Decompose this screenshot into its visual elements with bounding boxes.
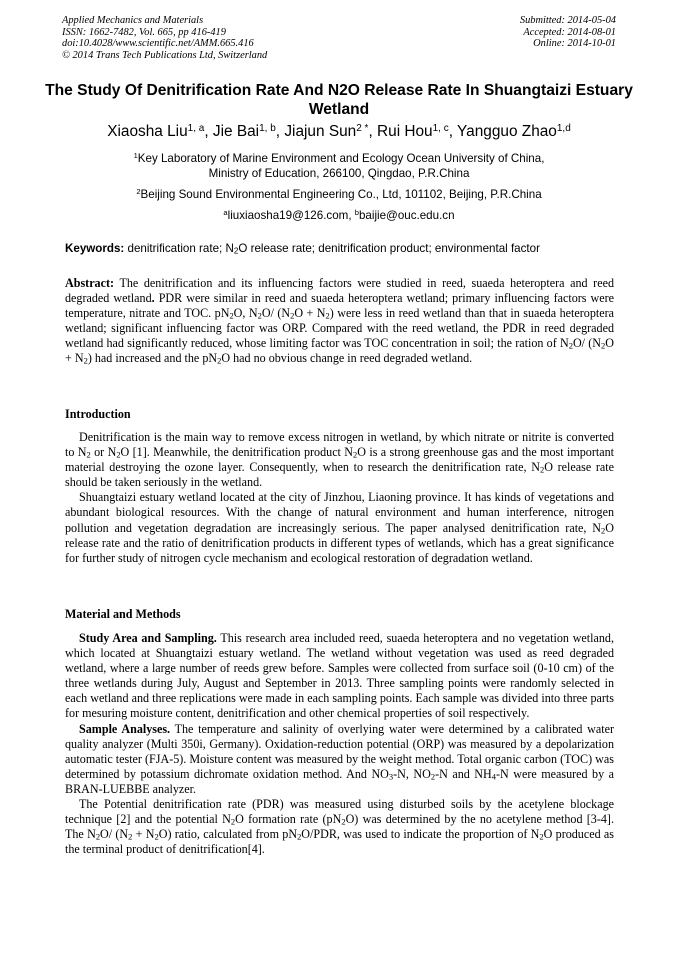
sample-analyses-label: Sample Analyses. [79, 721, 171, 736]
email-mark: a [223, 208, 228, 218]
email-mark: b [354, 208, 359, 218]
study-area-label: Study Area and Sampling. [79, 631, 217, 645]
author-name: Xiaosha Liu [107, 123, 188, 140]
author-name: Jiajun Sun [284, 123, 357, 140]
affiliation-1 [30, 151, 648, 181]
journal-header [62, 15, 267, 61]
abstract-label: Abstract: [65, 276, 115, 290]
author-affiliation-mark: 2 * [356, 123, 369, 134]
methods-section [65, 631, 614, 857]
submitted-date: Submitted: 2014-05-04 [519, 15, 616, 26]
author-name: Rui Hou [377, 123, 433, 140]
intro-paragraph-2: Shuangtaizi estuary wetland located at the city of Jinzhou, Liaoning province. It has kinds of vegetations and abundant biological resources. With the change of natural environment and human interference, nitrogen pollution and vegetation degradation are increasingly serious. The paper analysed denitrification rate, $N_2O$ release rate and the ratio of denitrification products in different types of wetlands, which has a great significance for further study of nitrogen cycle mechanism and ecological restoration of degradation wetland. [65, 490, 614, 565]
affiliation-line: Key Laboratory of Marine Environment and Ecology Ocean University of China, [137, 152, 545, 165]
author-affiliation-mark: 1, a [187, 123, 205, 134]
methods-heading: Material and Methods [65, 607, 181, 621]
author-affiliation-mark: 1,d [556, 123, 571, 134]
author-affiliation-mark: 1, b [259, 123, 276, 134]
paper-title: The Study Of Denitrification Rate And N2O Release Rate In Shuangtaizi Estuary Wetland [45, 82, 633, 118]
affiliation-line: Ministry of Education, 266100, Qingdao, P.R.China [208, 167, 470, 180]
author-name: Yangguo Zhao [457, 123, 557, 140]
abstract-paragraph: Abstract: The denitrification and its influencing factors were studied in reed, suaeda heteroptera and reed degraded wetland. PDR were similar in reed and suaeda heteroptera wetland; primary influencing factors were temperature, nitrate and TOC. $pN_2O$, $N_2O/$ $(N_2O + N_2)$ were less in reed wetland than that in suaeda heteroptera wetland; significant influencing factor was ORP. Compared with the reed wetland, the PDR in reed degraded wetland had significantly reduced, whose limiting factor was TOC concentration in soil; the ration of $N_2O/$ $(N_2O + N_2)$ had increased and the $pN_2O$ had no obvious change in reed degraded wetland. [65, 276, 615, 367]
introduction-heading: Introduction [65, 407, 131, 421]
abstract [65, 276, 614, 367]
author-affiliation-mark: 1, c [432, 123, 449, 134]
journal-copyright: © 2014 Trans Tech Publications Ltd, Switzerland [62, 49, 268, 61]
keywords: Keywords: denitrification rate; $N_2O$ release rate; denitrification product; environmental factor [65, 242, 540, 256]
methods-paragraph-2: Sample Analyses. The temperature and salinity of overlying water were determined by a calibrated water quality analyzer (Multi 350i, Germany). Oxidation-reduction potential (ORP) was measured by a depolarization automatic tester (FJA-5). Moisture content was measured by the weight method. Total organic carbon (TOC) was determined by potassium dichromate oxidation method. And $NO_3-N$, $NO_2-N$ and $NH_4-N$ were measured by a BRAN-LUEBBE analyzer. [65, 721, 615, 796]
author-list: Xiaosha Liu$^{1, a}$, Jie Bai$^{1, b}$, Jiajun Sun$^{2 *}$, Rui Hou$^{1, c}$, Yangguo Zhao$^{1,d}$ [107, 123, 571, 140]
author-name: Jie Bai [212, 123, 260, 140]
dates-header [520, 15, 616, 50]
affiliation-mark: 2 [136, 187, 141, 197]
keywords-label: Keywords: [65, 242, 125, 255]
intro-paragraph-1: Denitrification is the main way to remove excess nitrogen in wetland, by which nitrate or nitrite is converted to $N_2$ or $N_2O$ [1]. Meanwhile, the denitrification product $N_2O$ is a strong greenhouse gas and the most important material destroying the ozone layer. Consequently, when to research the denitrification rate, $N_2O$ release rate should be taken seriously in the wetland. [65, 430, 615, 490]
accepted-date: Accepted: 2014-08-01 [523, 26, 616, 38]
author-emails: $^a$liuxiaosha19@126.com, $^b$baijie@ouc.edu.cn [223, 208, 455, 222]
methods-paragraph-1: Study Area and Sampling. This research area included reed, suaeda heteroptera and no vegetation wetland, which located at Shuangtaizi estuary wetland. The wetland without vegetation was used as reed degraded wetland, where a large number of reeds grew before. Samples were collected from surface soil (0-10 cm) of the three wetlands during July, August and September in 2013. Three sampling points were randomly selected in each wetland and three replications were made in each sampling points. Each sample was divided into three parts for mesuring moisture content, denitrification and other chemical properties of soil respectively. [65, 631, 614, 721]
affiliation-line: Beijing Sound Environmental Engineering Co., Ltd, 101102, Beijing, P.R.China [140, 188, 542, 201]
journal-name: Applied Mechanics and Materials [62, 15, 204, 26]
introduction-section [65, 430, 614, 566]
online-date: Online: 2014-10-01 [533, 38, 616, 50]
affiliation-2 [30, 187, 648, 202]
affiliation-mark: 1 [133, 151, 138, 161]
methods-paragraph-3: The Potential denitrification rate (PDR) was measured using disturbed soils by the acetylene blockage technique [2] and the potential $N_2O$ formation rate $(pN_2O)$ was determined by the no acetylene method [3-4]. The $N_2O/$ $(N_2 + N_2O)$ ratio, calculated from $pN_2O$/PDR, was used to indicate the proportion of $N_2O$ produced as the terminal product of denitrification[4]. [65, 797, 614, 857]
journal-issn: ISSN: 1662-7482, Vol. 665, pp 416-419 [62, 26, 226, 38]
journal-doi: doi:10.4028/www.scientific.net/AMM.665.416 [62, 38, 254, 50]
email-address[interactable]: baijie@ouc.edu.cn [358, 209, 455, 222]
email-address[interactable]: liuxiaosha19@126.com [227, 209, 349, 222]
